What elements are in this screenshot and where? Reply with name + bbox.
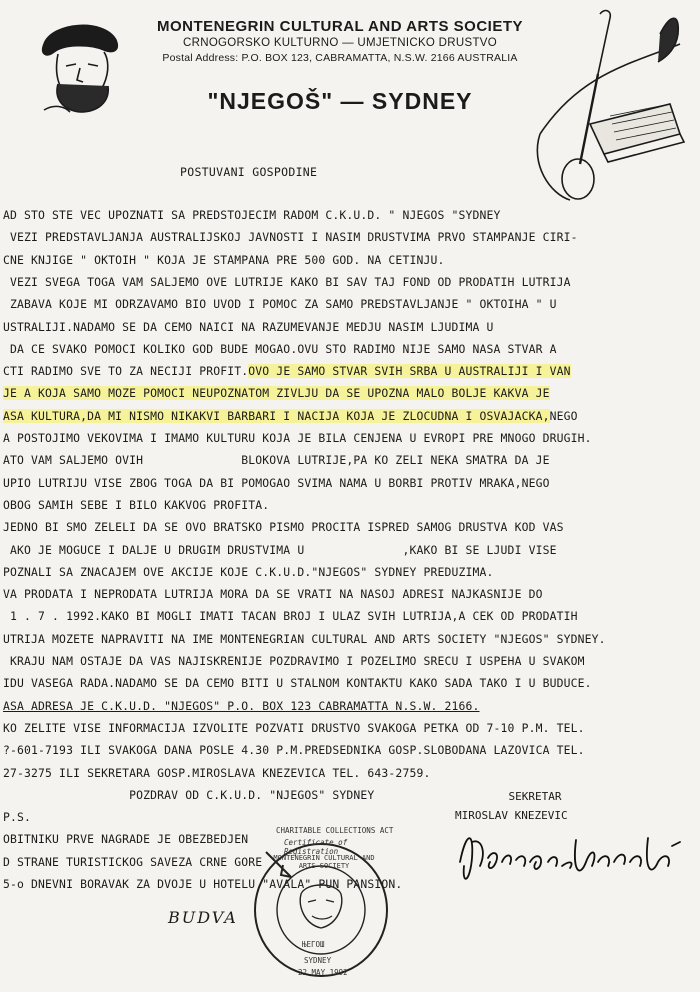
letter-line: [3, 654, 585, 668]
letter-line: [3, 587, 543, 601]
letter-line: [3, 543, 557, 557]
njegos-portrait-logo: [24, 14, 134, 114]
letter-line: [3, 320, 494, 334]
letter-line: [3, 297, 557, 311]
letter-line-text: DA CE SVAKO POMOCI KOLIKO GOD BUDE MOGAO.OVU STO RADIMO NIJE SAMO NASA STVAR A: [3, 341, 557, 356]
letter-line-text: VA PRODATA I NEPRODATA LUTRIJA MORA DA SE VRATI NA NASOJ ADRESI NAJKASNIJE DO: [3, 587, 543, 602]
ps-line: OBITNIKU PRVE NAGRADE JE OBEZBEDJEN: [3, 832, 249, 847]
letter-line: [3, 364, 571, 378]
organization-name: MONTENEGRIN CULTURAL AND ARTS SOCIETY: [157, 18, 523, 35]
stamp-date: 22 MAY 1992: [298, 968, 348, 977]
letter-line-text: 1 . 7 . 1992.KAKO BI MOGLI IMATI TACAN BROJ I ULAZ SVIH LUTRIJA,A CEK OD PRODATIH: [3, 609, 578, 624]
letter-line-text: OBOG SAMIH SEBE I BILO KAKVOG PROFITA.: [3, 497, 270, 512]
signatory-name: MIROSLAV KNEZEVIC: [455, 809, 568, 822]
ps-line: 5-o DNEVNI BORAVAK ZA DVOJE U HOTELU "AVALA" PUN PANSION.: [3, 877, 403, 891]
letter-line-text: UPIO LUTRIJU VISE ZBOG TOGA DA BI POMOGAO SVIMA NAMA U BORBI PROTIV MRAKA,NEGO: [3, 475, 550, 490]
stamp-act: CHARITABLE COLLECTIONS ACT: [276, 826, 394, 835]
letter-line: [3, 342, 557, 356]
salutation: POSTUVANI GOSPODINE: [180, 165, 318, 179]
stamp-center: ЊЕГОШ: [302, 940, 325, 949]
letter-line-text: 27-3275 ILI SEKRETARA GOSP.MIROSLAVA KNEZEVICA TEL. 643-2759.: [3, 765, 431, 780]
letter-line: [3, 788, 374, 802]
highlighted-text: ASA KULTURA,DA MI NISMO NIKAKVI BARBARI I NACIJA KOJA JE ZLOCUDNA I OSVAJACKA,: [3, 408, 550, 423]
letter-line-text: ASA ADRESA JE C.K.U.D. "NJEGOS" P.O. BOX 123 CABRAMATTA N.S.W. 2166.: [3, 698, 480, 713]
letter-line: [3, 609, 578, 623]
letter-line-text: JEDNO BI SMO ZELELI DA SE OVO BRATSKO PISMO PROCITA ISPRED SAMOG DRUSTVA KOD VAS: [3, 520, 564, 535]
handwritten-signature: [452, 822, 687, 892]
letterhead-title: "NJEGOŠ" — SYDNEY: [207, 88, 473, 114]
letter-line: [3, 498, 269, 512]
letter-line-text: POZDRAV OD C.K.U.D. "NJEGOS" SYDNEY: [3, 787, 375, 802]
letter-line: [3, 275, 571, 289]
letter-line-text: ?-601-7193 ILI SVAKOGA DANA POSLE 4.30 P.M.PREDSEDNIKA GOSP.SLOBODANA LAZOVICA TEL.: [3, 743, 585, 758]
letter-line: [3, 453, 550, 467]
letter-line: [3, 386, 550, 400]
letter-line-text: CNE KNJIGE " OKTOIH " KOJA JE STAMPANA PRE 500 GOD. NA CETINJU.: [3, 252, 445, 267]
letter-line-text: KO ZELITE VISE INFORMACIJA IZVOLITE POZVATI DRUSTVO SVAKOGA PETKA OD 7-10 P.M. TEL.: [3, 720, 585, 735]
ps-label: P.S.: [3, 810, 32, 825]
letter-line-text: A POSTOJIMO VEKOVIMA I IMAMO KULTURU KOJA JE BILA CENJENA U EVROPI PRE MNOGO DRUGIH.: [3, 431, 592, 445]
letter-line: [3, 230, 578, 244]
letter-line-text: AD STO STE VEC UPOZNATI SA PREDSTOJECIM RADOM C.K.U.D. " NJEGOS "SYDNEY: [3, 208, 501, 222]
letter-line-text: USTRALIJI.NADAMO SE DA CEMO NAICI NA RAZUMEVANJE MEDJU NASIM LJUDIMA U: [3, 319, 494, 334]
letter-line-text: UTRIJA MOZETE NAPRAVITI NA IME MONTENEGRIAN CULTURAL AND ARTS SOCIETY "NJEGOS" SYDNEY.: [3, 631, 606, 646]
letter-line-text: VEZI PREDSTAVLJANJA AUSTRALIJSKOJ JAVNOSTI I NASIM DRUSTVIMA PRVO STAMPANJE CIRI-: [3, 230, 578, 245]
organization-header: [150, 18, 530, 64]
letter-line: [3, 520, 564, 534]
letter-line-text: VEZI SVEGA TOGA VAM SALJEMO OVE LUTRIJE KAKO BI SAV TAJ FOND OD PRODATIH LUTRIJA: [3, 274, 571, 289]
letter-line-text: ZABAVA KOJE MI ODRZAVAMO BIO UVOD I POMOC ZA SAMO PREDSTAVLJANJE " OKTOIHA " U: [3, 297, 557, 312]
highlighted-text: JE A KOJA SAMO MOZE POMOCI NEUPOZNATOM ZIVLJU DA SE UPOZNA MALO BOLJE KAKVA JE: [3, 386, 550, 401]
letter-line-tail: NEGO: [549, 408, 578, 423]
letter-line: [3, 253, 445, 267]
handwritten-note: BUDVA: [168, 908, 238, 927]
stamp-ring-text: MONTENEGRIN CULTURAL AND ARTS SOCIETY: [273, 854, 375, 870]
letter-line: [3, 431, 592, 445]
letter-line-text: IDU VASEGA RADA.NADAMO SE DA CEMO BITI U STALNOM KONTAKTU KAKO SADA TAKO I U BUDUCE.: [3, 676, 592, 691]
signatory-title: SEKRETAR: [508, 790, 562, 803]
signatory-block: [455, 790, 615, 822]
letter-line-text: POZNALI SA ZNACAJEM OVE AKCIJE KOJE C.K.U.D."NJEGOS" SYDNEY PREDUZIMA.: [3, 564, 494, 579]
letter-line-text: CTI RADIMO SVE TO ZA NECIJI PROFIT.: [3, 364, 249, 379]
letter-line: [3, 721, 585, 735]
letter-line-text: KRAJU NAM OSTAJE DA VAS NAJISKRENIJE POZDRAVIMO I POZELIMO SRECU I USPEHA U SVAKOM: [3, 654, 585, 668]
letter-line: [3, 208, 501, 222]
letter-line-text: AKO JE MOGUCE I DALJE U DRUGIM DRUSTVIMA U ,KAKO BI SE LJUDI VISE: [3, 542, 557, 557]
postal-address: Postal Address: P.O. BOX 123, CABRAMATTA, N.S.W. 2166 AUSTRALIA: [162, 52, 518, 64]
letter-line: [3, 409, 578, 423]
letter-line: [3, 632, 606, 646]
stamp-bottom: SYDNEY: [304, 956, 332, 965]
highlighted-text: OVO JE SAMO STVAR SVIH SRBA U AUSTRALIJI I VAN: [248, 364, 571, 379]
letter-line: [3, 476, 550, 490]
letter-line: [3, 699, 480, 713]
letter-line: [3, 766, 430, 780]
ps-line: D STRANE TURISTICKOG SAVEZA CRNE GORE: [3, 854, 263, 869]
letter-line: [3, 565, 494, 579]
letter-line: [3, 676, 592, 690]
gusle-and-book-illustration: [520, 4, 695, 204]
letter-line: [3, 743, 585, 757]
organization-name-local: CRNOGORSKO KULTURNO — UMJETNICKO DRUSTVO: [183, 37, 497, 49]
stamp-certificate: Certificate of Registration: [284, 838, 348, 856]
letter-line-text: ATO VAM SALJEMO OVIH BLOKOVA LUTRIJE,PA KO ZELI NEKA SMATRA DA JE: [3, 453, 550, 468]
registration-stamp: [246, 826, 396, 982]
